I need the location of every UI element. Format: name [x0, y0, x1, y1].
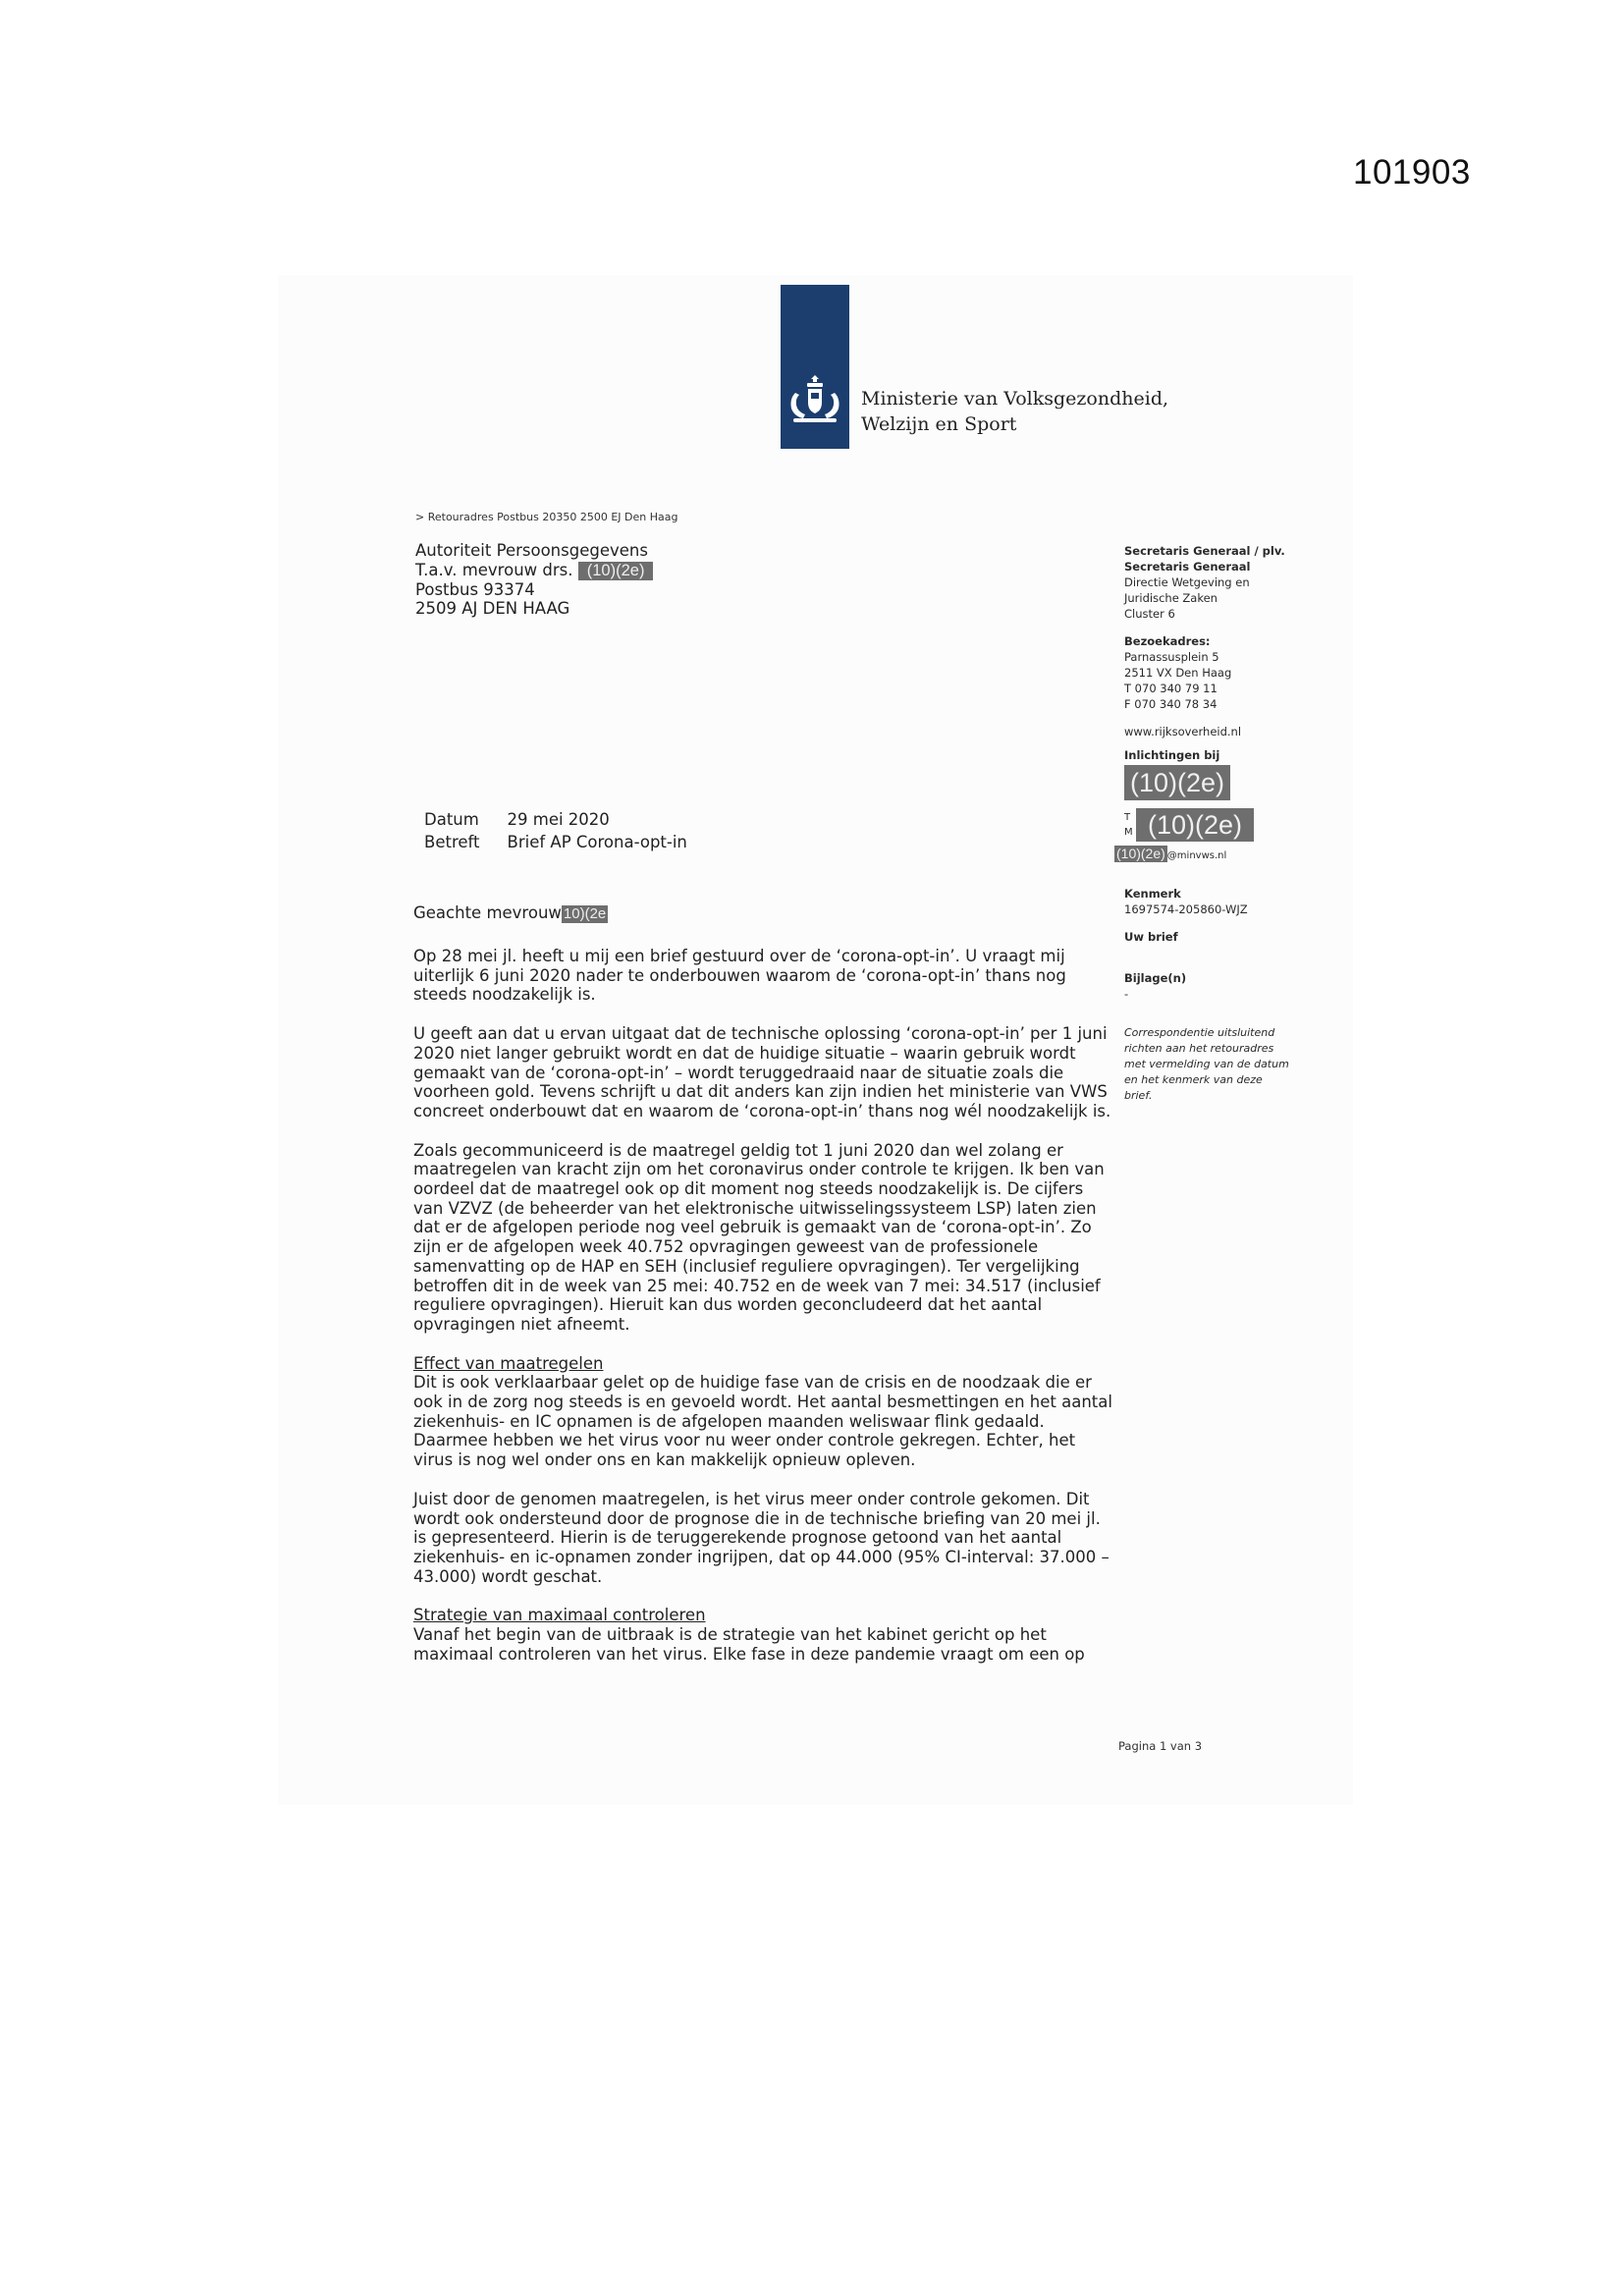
body-paragraph: Juist door de genomen maatregelen, is het virus meer onder controle gekomen. Dit wordt ook ondersteund door de prognose die in de technische briefing van 20 mei jl. is gepresenteerd. Hierin is de teruggerekende prognose getoond van het aantal ziekenhuis- en ic-opnamen zonder ingrijpen, dat op 44.000 (95% CI-interval: 37.000 –43.000) wordt geschat. — [413, 1489, 1110, 1586]
attachments-value: - — [1124, 987, 1129, 1001]
visit-address-line: Parnassusplein 5 — [1124, 650, 1219, 664]
m-label: M — [1124, 827, 1133, 838]
body-section — [413, 1354, 1112, 1470]
phone-number: T 070 340 79 11 — [1124, 682, 1218, 695]
salutation-text: Geachte mevrouw — [413, 903, 562, 922]
reference-block — [1124, 886, 1321, 917]
correspondence-line: en het kenmerk van deze — [1124, 1073, 1263, 1086]
subject-value: Brief AP Corona-opt-in — [507, 833, 687, 851]
subject-label: Betreft — [424, 833, 480, 851]
redaction-box: 10)(2e — [563, 905, 607, 922]
addressee-line4: 2509 AJ DEN HAAG — [415, 599, 570, 618]
body-paragraph: Dit is ook verklaarbaar gelet op de huidige fase van de crisis en de noodzaak die er ook in de zorg nog steeds is en gevoeld wordt. Het aantal besmettingen en het aantal ziekenhuis- en IC opnamen is de afgelopen maanden weliswaar flink gedaald. Daarmee hebben we het virus voor nu weer onder controle gekregen. Echter, het virus is nog wel onder ons en kan makkelijk opnieuw opleven. — [413, 1373, 1112, 1470]
date-value: 29 mei 2020 — [507, 810, 610, 829]
correspondence-line: richten aan het retouradres — [1124, 1042, 1274, 1055]
visit-address-block — [1124, 633, 1321, 712]
ministry-name-line2: Welzijn en Sport — [861, 413, 1017, 435]
attachments-label: Bijlage(n) — [1124, 971, 1187, 985]
body-paragraph: Op 28 mei jl. heeft u mij een brief gestuurd over de ‘corona-opt-in’. U vraagt mij uiterlijk 6 juni 2020 nader te onderbouwen waarom de ‘corona-opt-in’ thans nog steeds noodzakelijk is. — [413, 947, 1066, 1005]
correspondence-line: Correspondentie uitsluitend — [1124, 1026, 1275, 1039]
sender-title: Secretaris Generaal / plv. — [1124, 544, 1285, 558]
date-label: Datum — [424, 810, 479, 829]
t-label: T — [1124, 812, 1131, 823]
sender-department: Juridische Zaken — [1124, 591, 1218, 605]
correspondence-line: brief. — [1124, 1089, 1153, 1102]
ministry-name-line1: Ministerie van Volksgezondheid, — [861, 388, 1169, 410]
ministry-logo-band — [781, 285, 849, 449]
letter-body — [413, 947, 1112, 1684]
visit-address-line: 2511 VX Den Haag — [1124, 666, 1232, 680]
body-paragraph: Vanaf het begin van de uitbraak is de strategie van het kabinet gericht op het maximaal controleren van het virus. Elke fase in deze pandemie vraagt om een op — [413, 1625, 1085, 1664]
body-section — [413, 1606, 1112, 1664]
sender-title: Secretaris Generaal — [1124, 560, 1251, 574]
fax-number: F 070 340 78 34 — [1124, 697, 1218, 711]
addressee-line3: Postbus 93374 — [415, 579, 535, 599]
document-number: 101903 — [1353, 153, 1471, 191]
return-address: > Retouradres Postbus 20350 2500 EJ Den Haag — [415, 511, 678, 523]
correspondence-note — [1124, 1025, 1321, 1104]
redaction-box: (10)(2e) — [1116, 846, 1165, 861]
redaction-box: (10)(2e) — [578, 562, 654, 580]
sender-department: Directie Wetgeving en — [1124, 575, 1250, 589]
website: www.rijksoverheid.nl — [1124, 725, 1242, 738]
info-label: Inlichtingen bij — [1124, 748, 1220, 762]
email-suffix: @minvws.nl — [1166, 850, 1227, 861]
correspondence-line: met vermelding van de datum — [1124, 1058, 1289, 1070]
reference-label: Kenmerk — [1124, 887, 1181, 901]
body-paragraph: U geeft aan dat u ervan uitgaat dat de technische oplossing ‘corona-opt-in’ per 1 juni 2020 niet langer gebruikt wordt en dat de huidige situatie – waarin gebruik wordt gemaakt van de ‘corona-opt-in’ – wordt teruggedraaid naar de situatie zoals die voorheen gold. Tevens schrijft u dat dit anders kan zijn indien het ministerie van VWS concreet onderbouwt dat en waarom de ‘corona-opt-in’ thans nog wél noodzakelijk is. — [413, 1024, 1111, 1121]
body-paragraph: Zoals gecommuniceerd is de maatregel geldig tot 1 juni 2020 dan wel zolang er maatregelen van kracht zijn om het coronavirus onder controle te krijgen. Ik ben van oordeel dat de maatregel ook op dit moment nog steeds noodzakelijk is. De cijfers van VZVZ (de beheerder van het elektronische uitwisselingssysteem LSP) laten zien dat er de afgelopen periode nog veel gebruik is gemaakt van de ‘corona-opt-in’. Zo zijn er de afgelopen week 40.752 opvragingen geweest van de professionele samenvatting op de HAP en SEH (inclusief reguliere opvragingen). Ter vergelijking betroffen dit in de week van 25 mei: 40.752 en de week van 7 mei: 34.517 (inclusief reguliere opvragingen). Hieruit kan dus worden geconcludeerd dat het aantal opvragingen niet afneemt. — [413, 1140, 1105, 1334]
addressee-line2-prefix: T.a.v. mevrouw drs. — [415, 560, 573, 579]
reference-value: 1697574-205860-WJZ — [1124, 902, 1248, 916]
letter-meta — [424, 808, 715, 853]
attachments-block — [1124, 970, 1321, 1002]
sender-sidebar — [1116, 543, 1321, 1104]
ministry-name — [861, 386, 1168, 437]
contact-numbers — [1124, 810, 1321, 846]
section-heading: Strategie van maximaal controleren — [413, 1606, 706, 1625]
info-block — [1116, 747, 1321, 864]
section-heading: Effect van maatregelen — [413, 1353, 604, 1373]
visit-address-label: Bezoekadres: — [1124, 634, 1211, 648]
page-number: Pagina 1 van 3 — [1118, 1739, 1203, 1753]
addressee-line2 — [415, 561, 653, 580]
redaction-box: (10)(2e) — [1136, 808, 1254, 842]
redaction-box: (10)(2e) — [1124, 765, 1230, 800]
email-line — [1116, 846, 1321, 864]
coat-of-arms-icon — [787, 375, 842, 426]
salutation — [413, 903, 608, 923]
your-letter-label: Uw brief — [1124, 930, 1178, 944]
addressee-block — [415, 541, 653, 619]
sender-block — [1124, 543, 1321, 622]
sender-department: Cluster 6 — [1124, 607, 1175, 621]
addressee-line1: Autoriteit Persoonsgegevens — [415, 541, 648, 560]
